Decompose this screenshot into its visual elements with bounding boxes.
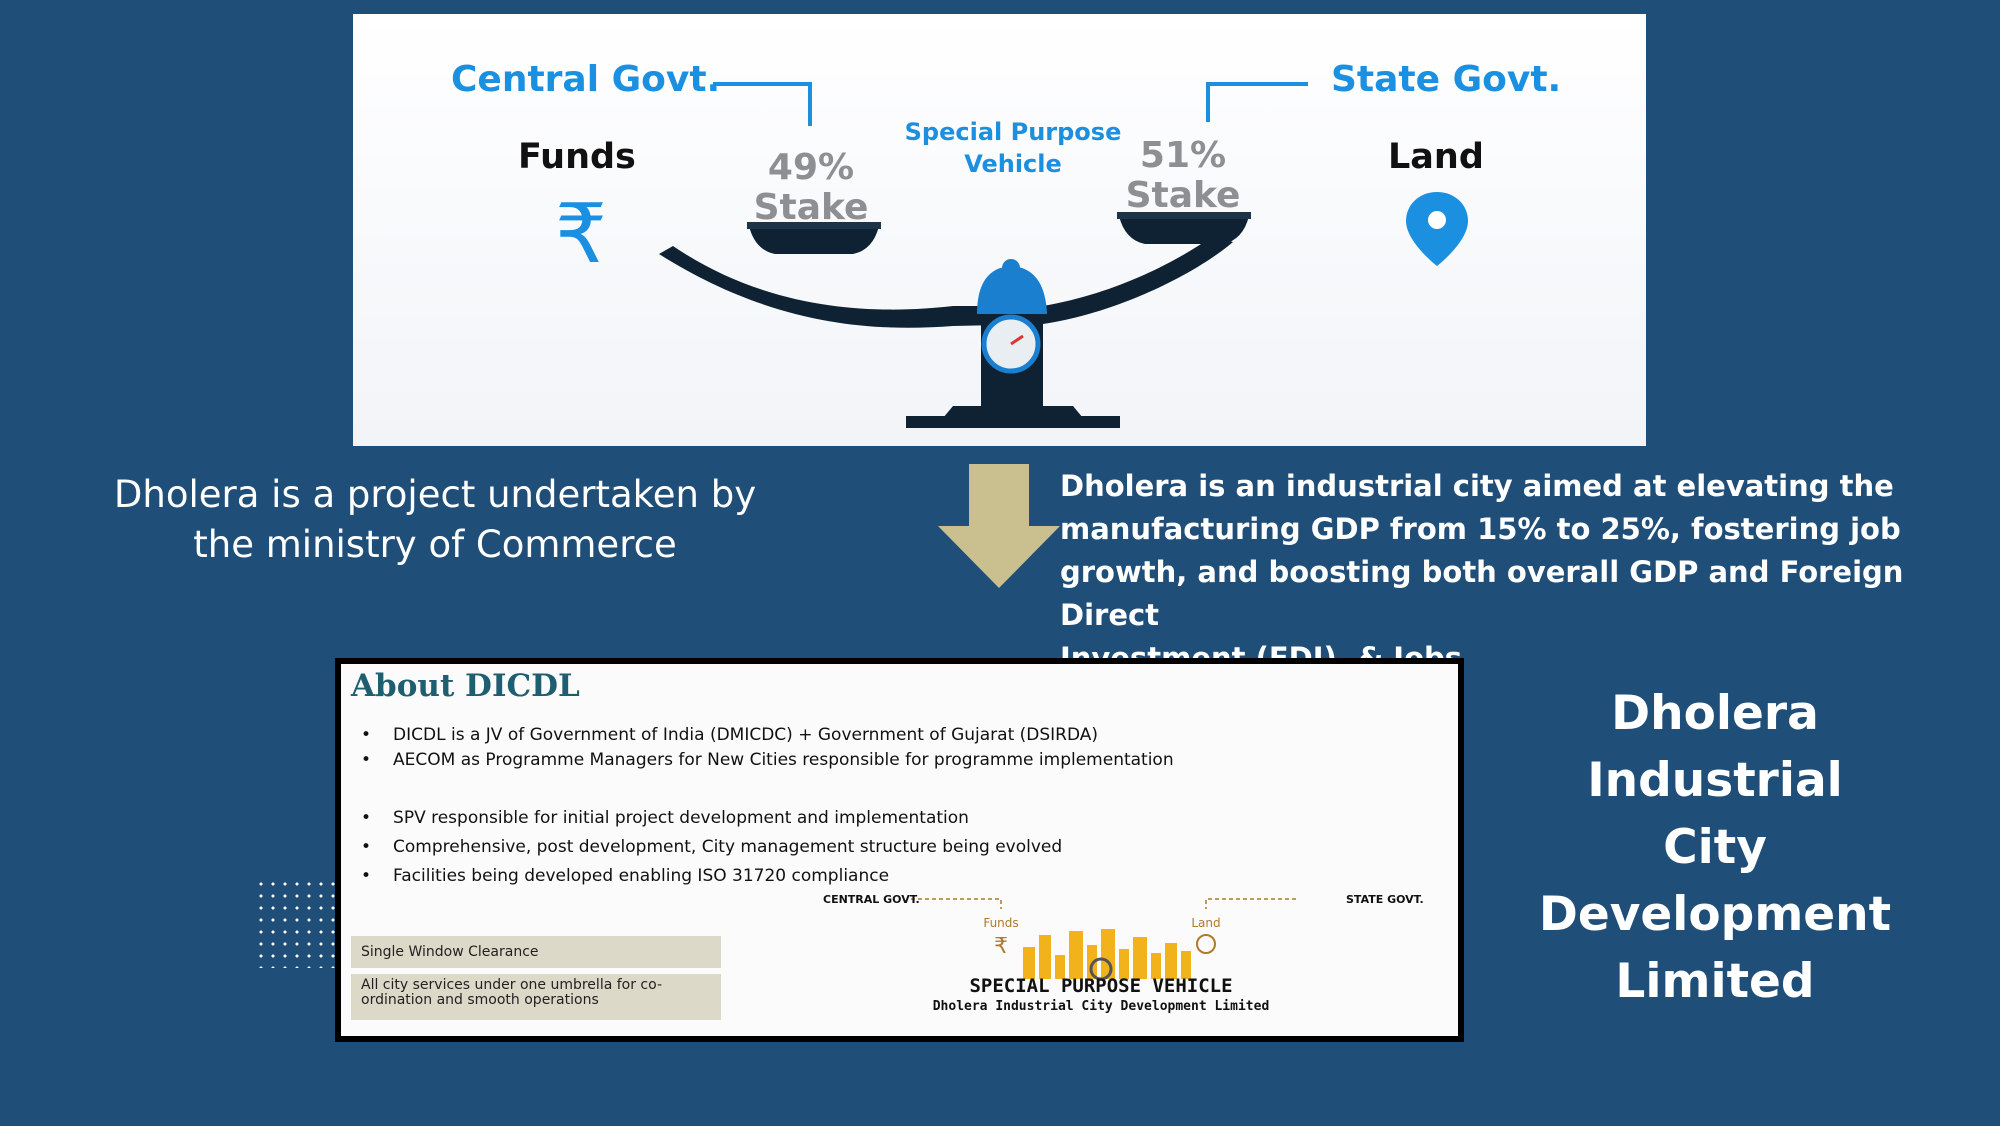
mini-central-govt: CENTRAL GOVT. [823,893,920,906]
right-stake-label: Stake [1125,175,1241,216]
left-stake-label: Stake [753,187,869,228]
title-line-3: City [1663,820,1767,875]
spv-line-1: Special Purpose [904,118,1122,146]
spv-label [883,116,1143,180]
ministry-text [100,470,770,570]
mini-land-icon [1197,935,1215,953]
mini-land: Land [1191,916,1221,930]
funds-label: Funds [518,137,636,177]
mini-rupee-icon: ₹ [994,934,1008,959]
down-arrow-icon [936,462,1062,590]
mini-skyline-icon [1023,929,1191,979]
rupee-icon: ₹ [554,187,608,282]
slide-bullet: • Facilities being developed enabling ISO 31720 compliance [361,866,889,886]
slide-bullet: • DICDL is a JV of Government of India (DMICDC) + Government of Gujarat (DSIRDA) [361,725,1098,745]
title-line-4: Development [1538,887,1892,942]
ministry-text-line-1: Dholera is a project undertaken by [113,473,757,516]
description-line-1: Dholera is an industrial city aimed at elevating the [1060,469,1894,503]
left-stake-block [736,148,886,228]
description-line-3: growth, and boosting both overall GDP and Foreign Direct [1060,555,1904,632]
scale-beam [659,236,1233,328]
left-pan [749,226,879,254]
scale-base [906,416,1120,428]
location-pin-icon [1406,192,1468,266]
title-line-5: Limited [1615,954,1815,1009]
mini-spv-diagram [761,889,1458,1034]
state-govt-label: State Govt. [1331,59,1562,100]
single-window-box: Single Window Clearance [351,936,721,968]
scale-graphic [353,14,1646,446]
decorative-dots [255,878,335,968]
description-line-2: manufacturing GDP from 15% to 25%, fostering job [1060,512,1901,546]
city-services-box: All city services under one umbrella for co-ordination and smooth operations [351,974,721,1020]
right-pan [1119,216,1249,244]
right-stake-percent: 51% [1139,135,1227,176]
title-line-1: Dholera [1611,686,1819,741]
mini-spv-title: SPECIAL PURPOSE VEHICLE [969,975,1233,997]
central-govt-label: Central Govt. [451,59,721,100]
dicdl-full-name [1520,680,1910,1015]
central-connector-line [713,84,810,126]
dholera-description [1060,465,1970,680]
state-connector-line [1208,84,1308,122]
slide-bullet: • Comprehensive, post development, City management structure being evolved [361,837,1062,857]
mini-state-govt: STATE GOVT. [1346,893,1424,906]
title-line-2: Industrial [1587,753,1843,808]
mini-funds: Funds [983,916,1019,930]
slide-bullet: • SPV responsible for initial project development and implementation [361,808,969,828]
mini-company-name: Dholera Industrial City Development Limited [932,999,1270,1014]
slide-bullet: • AECOM as Programme Managers for New Cities responsible for programme implementation [361,750,1174,770]
land-label: Land [1388,137,1484,177]
about-dicdl-slide [335,658,1464,1042]
left-stake-percent: 49% [767,147,855,188]
spv-line-2: Vehicle [964,150,1062,178]
slide-title: About DICDL [351,668,580,704]
ministry-text-line-2: the ministry of Commerce [193,523,677,566]
